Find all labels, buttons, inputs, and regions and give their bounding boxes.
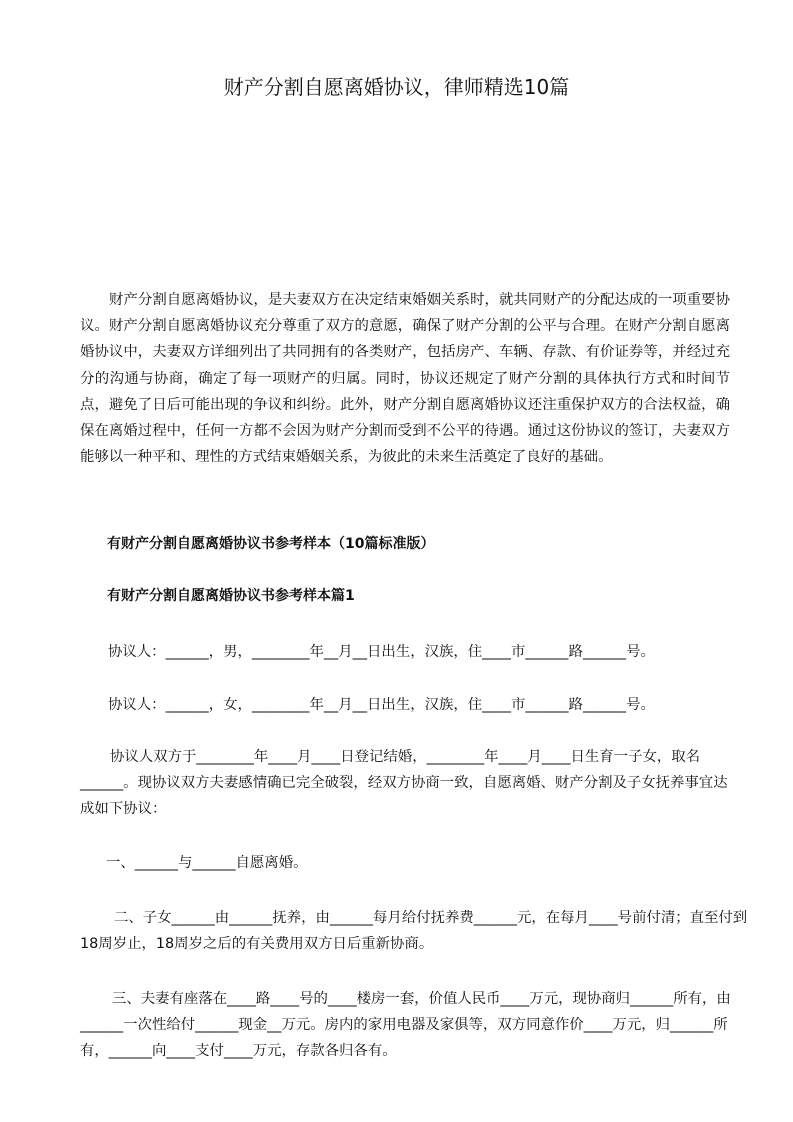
document-title: 财产分割自愿离婚协议，律师精选10篇 [223, 75, 570, 99]
marriage-paragraph: 协议人双方于________年____月____日登记结婚，________年____月____日生育一子女，取名______。现协议双方夫妻感情确已完全破裂，经双方协商一致，自愿离婚、财产分割及子女抚养事宜达成如下协议： [80, 749, 728, 818]
clause-2: 二、子女______由______抚养，由______每月给付抚养费______元，在每月____号前付清；直至付到18周岁止，18周岁之后的有关费用双方日后重新协商。 [80, 910, 748, 953]
party-male-line: 协议人：______，男，________年__月__日出生，汉族，住____市______路______号。 [108, 644, 655, 660]
section-heading: 有财产分割自愿离婚协议书参考样本（10篇标准版） [107, 536, 435, 552]
clause-3: 三、夫妻有座落在____路____号的____楼房一套，价值人民币____万元，现协商归______所有，由______一次性给付______现金__万元。房内的家用电器及家俱等，双方同意作价____万元，归______所有，______向____支付____万元，存款各归各有。 [80, 991, 731, 1060]
intro-paragraph: 财产分割自愿离婚协议，是夫妻双方在决定结束婚姻关系时，就共同财产的分配达成的一项重要协议。财产分割自愿离婚协议充分尊重了双方的意愿，确保了财产分割的公平与合理。在财产分割自愿离婚协议中，夫妻双方详细列出了共同拥有的各类财产，包括房产、车辆、存款、有价证券等，并经过充分的沟通与协商，确定了每一项财产的归属。同时，协议还规定了财产分割的具体执行方式和时间节点，避免了日后可能出现的争议和纠纷。此外，财产分割自愿离婚协议还注重保护双方的合法权益，确保在离婚过程中，任何一方都不会因为财产分割而受到不公平的待遇。通过这份协议的签订，夫妻双方能够以一种平和、理性的方式结束婚姻关系，为彼此的未来生活奠定了良好的基础。 [80, 292, 730, 466]
sample-heading: 有财产分割自愿离婚协议书参考样本篇1 [107, 588, 355, 604]
party-female-line: 协议人：______，女，________年__月__日出生，汉族，住____市______路______号。 [108, 697, 655, 713]
clause-1: 一、______与______自愿离婚。 [106, 855, 308, 871]
